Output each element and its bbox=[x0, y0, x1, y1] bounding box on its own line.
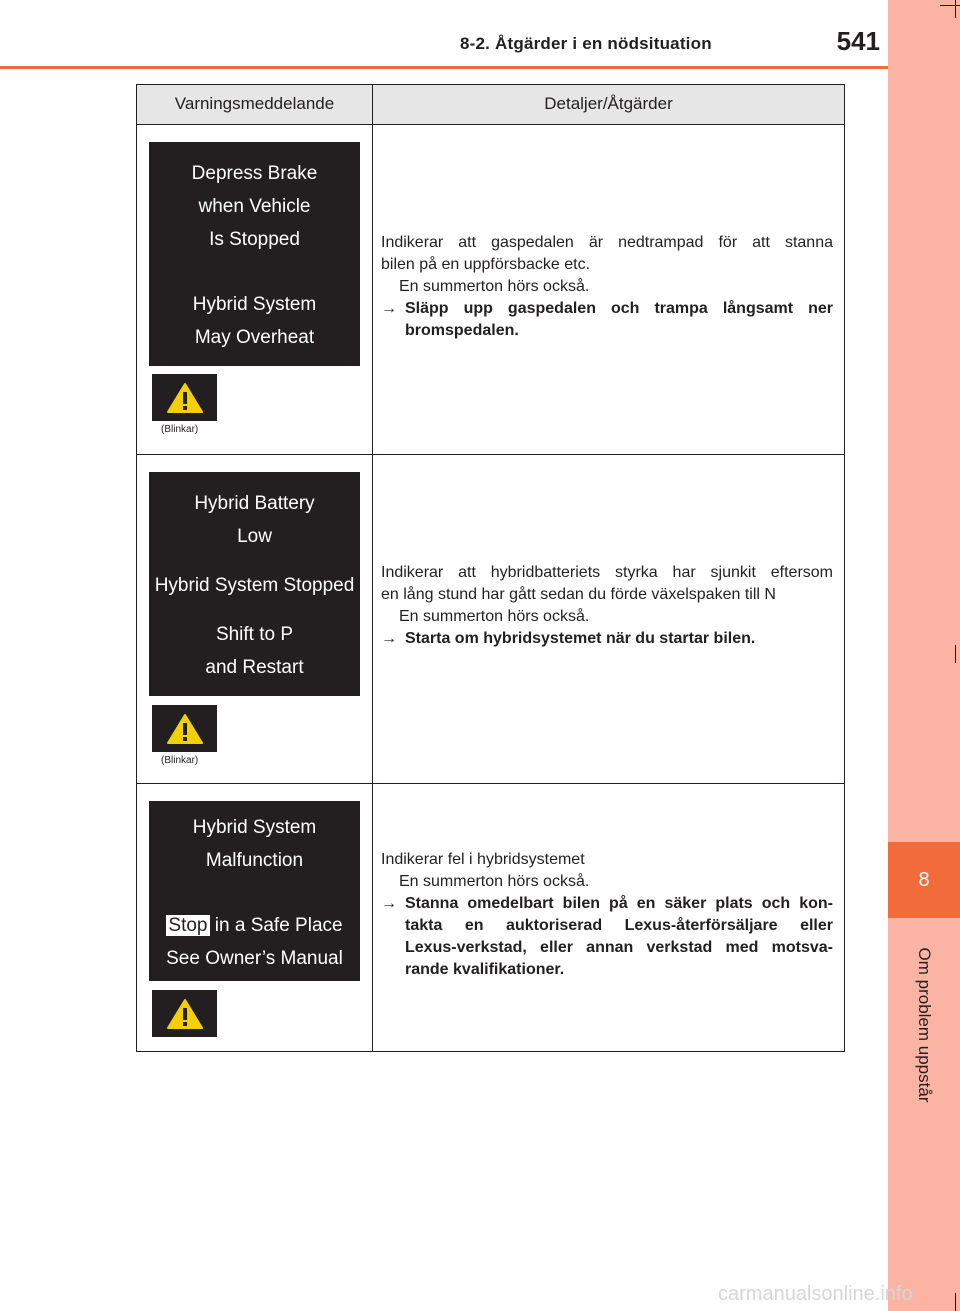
screen-line: Hybrid Battery bbox=[194, 493, 315, 514]
display-message-screen bbox=[149, 142, 360, 366]
screen-line: Malfunction bbox=[205, 850, 304, 871]
warning-message-table bbox=[136, 84, 845, 1052]
table-row bbox=[137, 125, 844, 455]
description-line: bilen på en uppförsbacke etc. bbox=[381, 256, 591, 273]
action-item bbox=[381, 628, 833, 650]
section-title: 8-2. Åtgärder i en nödsituation bbox=[460, 34, 712, 53]
screen-line: Hybrid System bbox=[192, 817, 317, 838]
chapter-side-tab bbox=[888, 0, 960, 1311]
icon-caption: (Blinkar) bbox=[161, 424, 199, 435]
warning-light-box bbox=[152, 990, 217, 1037]
action-line: Starta om hybridsystemet när du startar bilen. bbox=[405, 630, 756, 647]
icon-caption: (Blinkar) bbox=[161, 755, 199, 766]
buzzer-note: En summerton hörs också. bbox=[399, 873, 590, 890]
screen-line: Shift to P bbox=[215, 624, 294, 645]
action-line: rande kvalifikationer. bbox=[405, 961, 565, 978]
message-cell bbox=[137, 784, 373, 1051]
crop-mark bbox=[955, 0, 956, 18]
header-rule bbox=[0, 66, 960, 69]
chapter-number-box bbox=[888, 842, 960, 918]
action-item bbox=[381, 893, 833, 981]
crop-mark bbox=[955, 645, 956, 663]
crop-mark bbox=[955, 1293, 956, 1311]
warning-light-box bbox=[152, 374, 217, 421]
screen-line: Hybrid System bbox=[192, 294, 317, 315]
arrow-icon: → bbox=[381, 630, 397, 647]
chapter-title: Om problem uppstår bbox=[915, 947, 934, 1103]
screen-line: Depress Brake bbox=[191, 163, 318, 184]
message-cell bbox=[137, 125, 373, 454]
column-header-details: Detaljer/Åtgärder bbox=[544, 94, 673, 113]
details-cell bbox=[381, 562, 833, 650]
message-cell bbox=[137, 455, 373, 783]
page-number: 541 bbox=[836, 26, 880, 56]
screen-line: in a Safe Place bbox=[214, 915, 343, 936]
buzzer-note: En summerton hörs också. bbox=[399, 278, 590, 295]
arrow-icon: → bbox=[381, 895, 397, 912]
warning-triangle-icon bbox=[166, 713, 204, 745]
action-line: Stanna omedelbart bilen på en säker plats och kon- bbox=[405, 895, 833, 912]
details-cell bbox=[381, 849, 833, 981]
screen-line: May Overheat bbox=[194, 327, 315, 348]
table-header bbox=[137, 85, 844, 125]
warning-triangle-icon bbox=[166, 998, 204, 1030]
stop-highlight: Stop bbox=[168, 915, 208, 936]
screen-line: See Owner’s Manual bbox=[166, 948, 343, 969]
action-line: Lexus-verkstad, eller annan verkstad med motsva- bbox=[405, 939, 833, 956]
column-header-message: Varningsmeddelande bbox=[137, 85, 373, 124]
description-line: en lång stund har gått sedan du förde växelspaken till N bbox=[381, 586, 776, 603]
chapter-number: 8 bbox=[918, 868, 930, 891]
screen-line: Is Stopped bbox=[209, 229, 300, 250]
buzzer-note: En summerton hörs också. bbox=[399, 608, 590, 625]
description-line: Indikerar att gaspedalen är nedtrampad för att stanna bbox=[381, 234, 833, 251]
screen-line-stop bbox=[149, 909, 360, 942]
screen-line: Low bbox=[237, 526, 272, 547]
table-row bbox=[137, 455, 844, 784]
warning-light-box bbox=[152, 705, 217, 752]
action-line: takta en auktoriserad Lexus-återförsäljare eller bbox=[405, 917, 833, 934]
watermark: carmanualsonline.info bbox=[718, 1283, 913, 1305]
display-message-screen bbox=[149, 801, 360, 981]
screen-line: Hybrid System Stopped bbox=[154, 575, 355, 596]
action-line: bromspedalen. bbox=[405, 322, 519, 339]
details-cell bbox=[381, 232, 833, 342]
screen-line: when Vehicle bbox=[198, 196, 311, 217]
display-message-screen bbox=[149, 472, 360, 696]
crop-mark bbox=[940, 5, 960, 6]
arrow-icon: → bbox=[381, 300, 397, 317]
description-line: Indikerar fel i hybridsystemet bbox=[381, 851, 585, 868]
description-line: Indikerar att hybridbatteriets styrka har sjunkit eftersom bbox=[381, 564, 833, 581]
action-line: Släpp upp gaspedalen och trampa långsamt ner bbox=[405, 300, 833, 317]
screen-line: and Restart bbox=[205, 657, 304, 678]
action-item bbox=[381, 298, 833, 342]
warning-triangle-icon bbox=[166, 382, 204, 414]
table-row bbox=[137, 784, 844, 1051]
